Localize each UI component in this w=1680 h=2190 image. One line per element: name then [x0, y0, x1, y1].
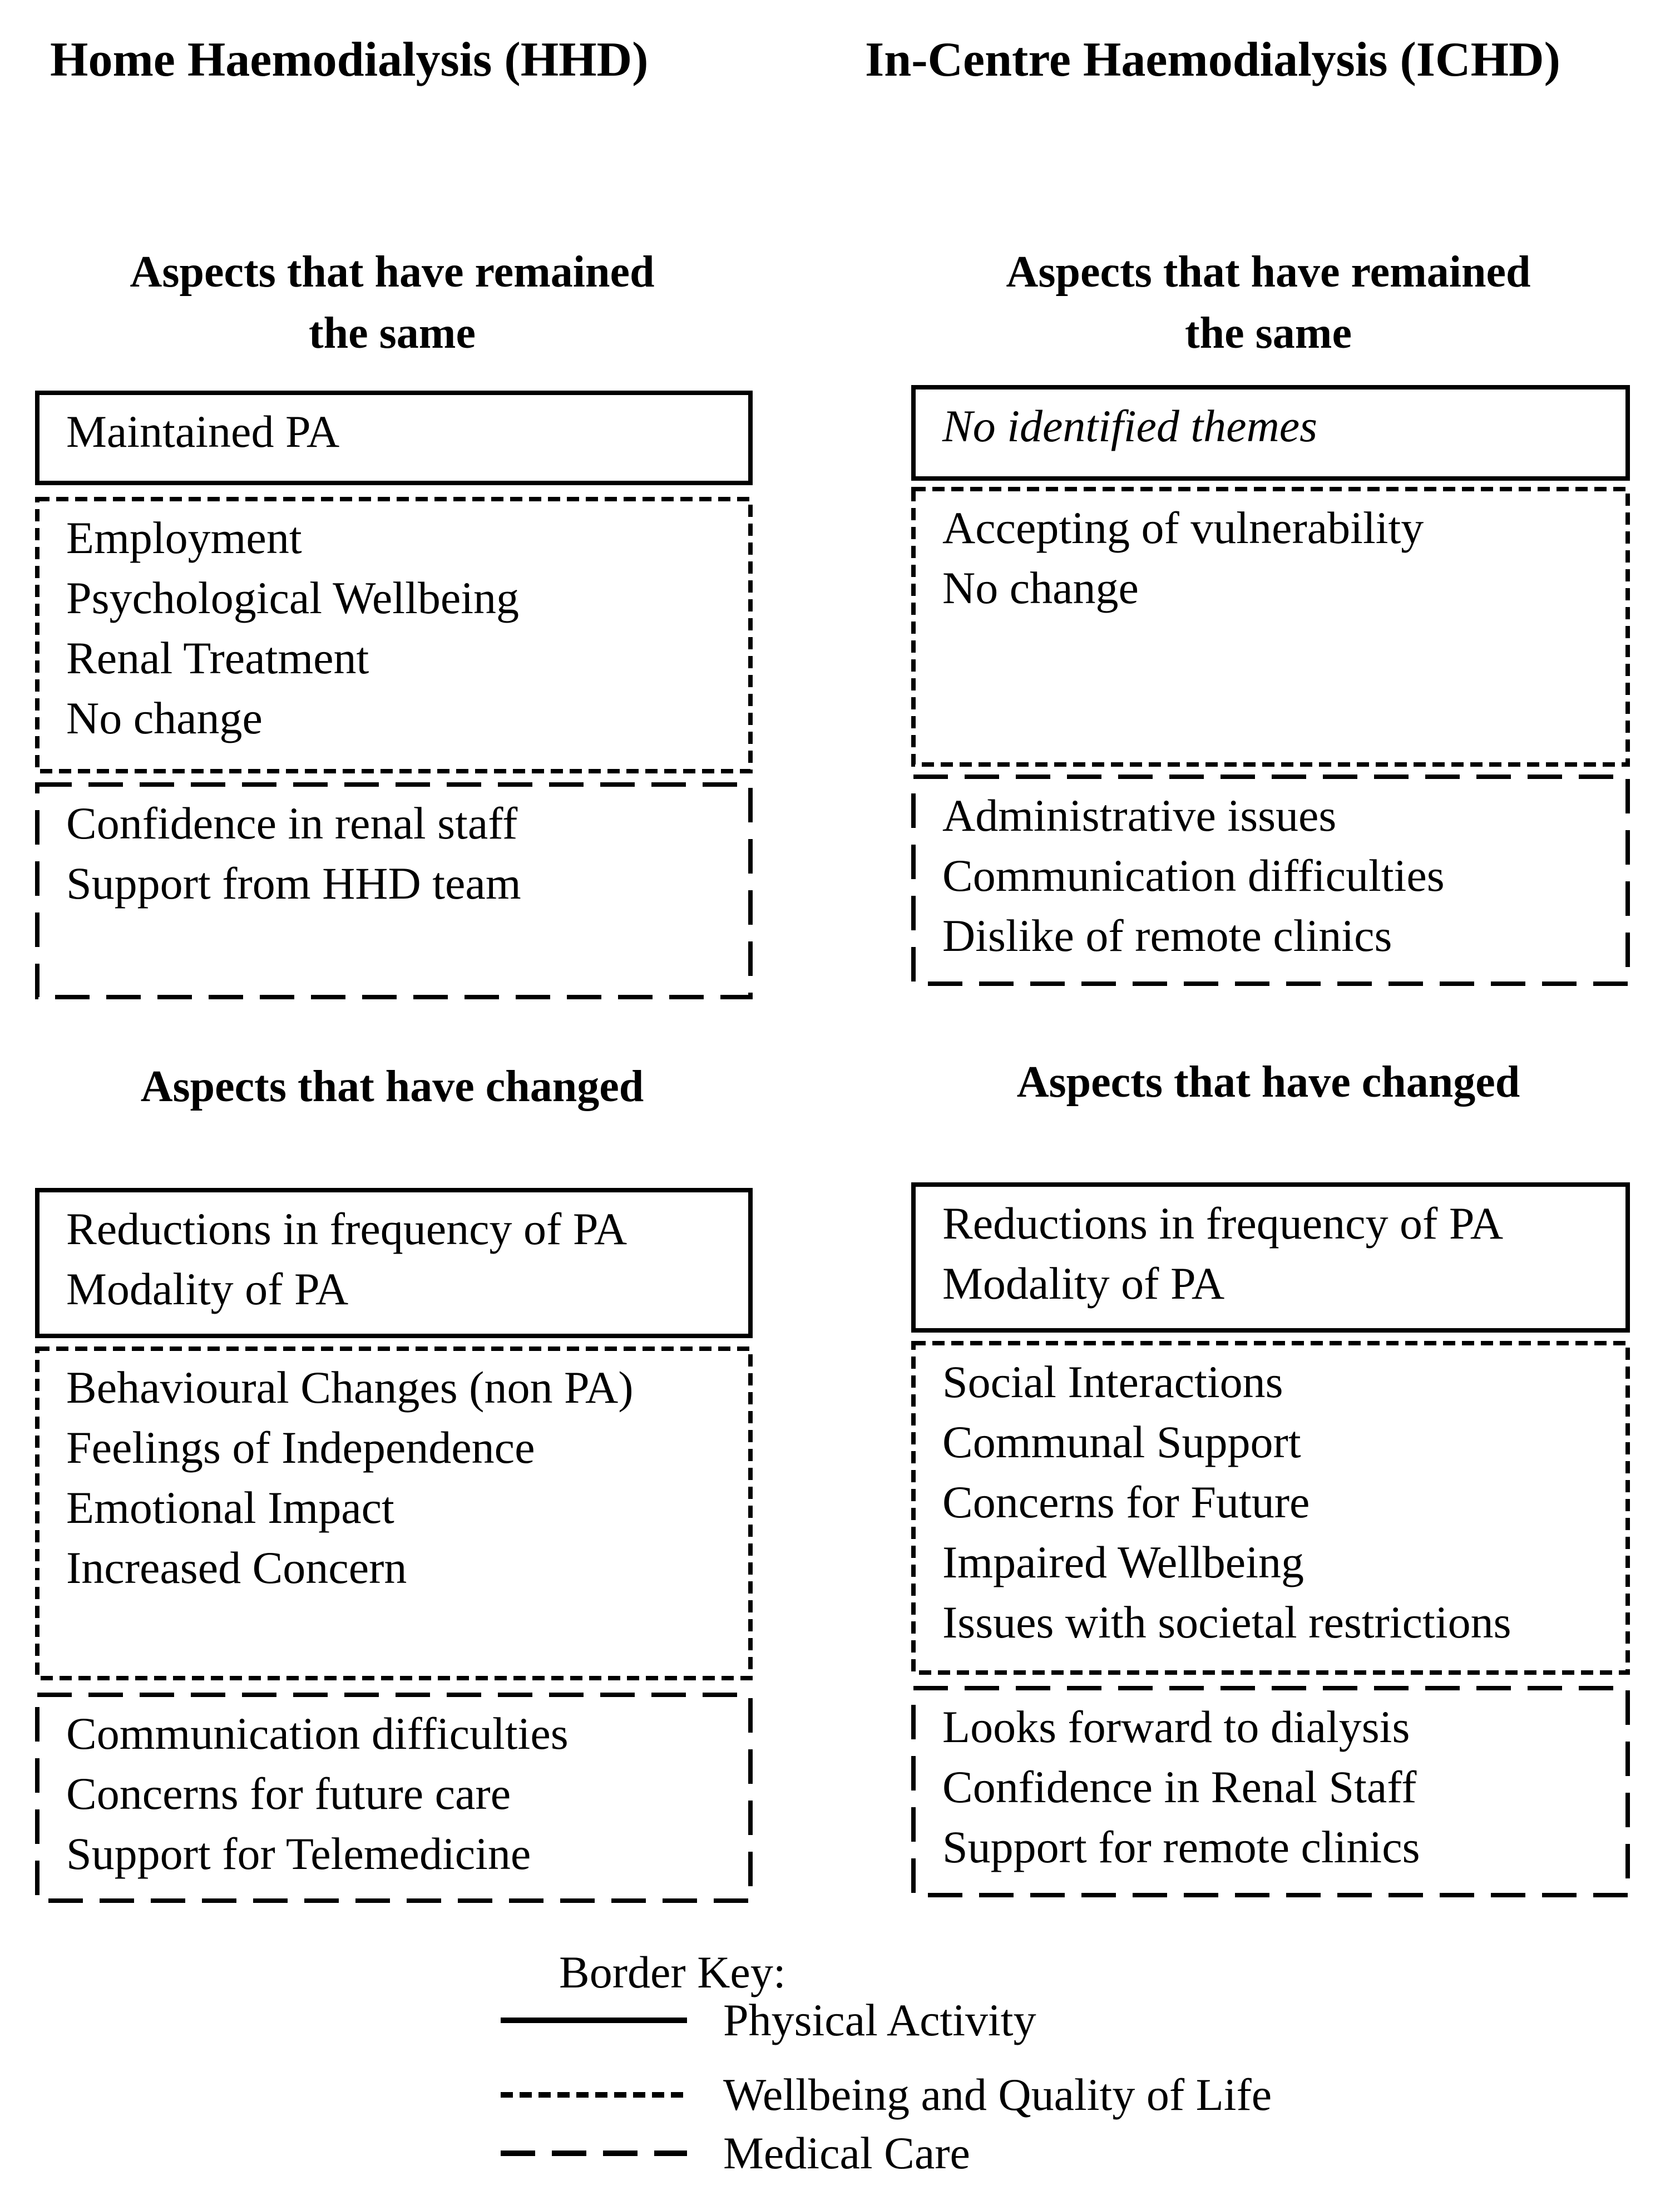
box-item: Reductions in frequency of PA	[942, 1198, 1504, 1249]
box-item: Administrative issues	[942, 790, 1337, 841]
legend-label: Medical Care	[723, 2128, 970, 2178]
box-item: Communication difficulties	[66, 1708, 569, 1759]
hhd-changed-heading-line-1: Aspects that have changed	[140, 1062, 644, 1111]
hhd-same-physical-activity-box	[35, 391, 753, 485]
box-item: No change	[66, 693, 263, 743]
hhd-column-title: Home Haemodialysis (HHD)	[50, 33, 649, 87]
box-item: Feelings of Independence	[66, 1422, 535, 1473]
hhd-changed-medical-care-box	[35, 1693, 753, 1903]
legend-item-medical-care	[501, 2117, 1613, 2189]
hhd-changed-physical-activity-box	[35, 1188, 753, 1338]
box-item: Support from HHD team	[66, 858, 521, 909]
ichd-same-physical-activity-box	[911, 385, 1630, 481]
ichd-same-wellbeing-box	[911, 487, 1630, 767]
box-item: Confidence in renal staff	[66, 798, 518, 849]
box-item: Support for remote clinics	[942, 1822, 1420, 1872]
hhd-same-wellbeing-box	[35, 497, 753, 773]
legend-line-sample	[501, 1984, 690, 2056]
hhd-same-heading	[31, 241, 754, 364]
ichd-changed-heading-line-1: Aspects that have changed	[1016, 1058, 1520, 1107]
box-item: Modality of PA	[942, 1258, 1225, 1309]
box-item: Employment	[66, 512, 302, 563]
box-item: Emotional Impact	[66, 1482, 394, 1533]
hhd-same-medical-care-box	[35, 782, 753, 999]
box-item: Dislike of remote clinics	[942, 910, 1392, 961]
box-item: No change	[942, 563, 1139, 613]
box-item: Behavioural Changes (non PA)	[66, 1362, 634, 1413]
box-item: Renal Treatment	[66, 633, 369, 683]
box-item: Maintained PA	[66, 406, 340, 457]
legend-label: Wellbeing and Quality of Life	[723, 2069, 1272, 2120]
hhd-same-heading-line-1: Aspects that have remained	[130, 248, 655, 297]
box-item: No identified themes	[942, 401, 1318, 451]
hhd-same-heading-line-2: the same	[309, 309, 476, 358]
box-item: Social Interactions	[942, 1357, 1283, 1407]
ichd-changed-physical-activity-box	[911, 1182, 1630, 1333]
border-key-title: Border Key:	[559, 1947, 786, 1997]
hhd-changed-wellbeing-box	[35, 1346, 753, 1680]
box-item: Communication difficulties	[942, 850, 1445, 901]
hhd-changed-heading	[31, 1056, 754, 1117]
ichd-changed-wellbeing-box	[911, 1341, 1630, 1675]
legend-line-sample	[501, 2117, 690, 2189]
box-item: Support for Telemedicine	[66, 1828, 531, 1879]
ichd-changed-heading	[907, 1052, 1630, 1113]
ichd-column-title: In-Centre Haemodialysis (ICHD)	[865, 33, 1560, 87]
box-item: Psychological Wellbeing	[66, 573, 520, 623]
box-item: Looks forward to dialysis	[942, 1701, 1410, 1752]
box-item: Reductions in frequency of PA	[66, 1203, 627, 1254]
box-item: Concerns for future care	[66, 1768, 511, 1819]
box-item: Increased Concern	[66, 1542, 407, 1593]
legend-label: Physical Activity	[723, 1995, 1036, 2045]
box-item: Modality of PA	[66, 1264, 349, 1314]
box-item: Accepting of vulnerability	[942, 502, 1424, 553]
box-item: Confidence in Renal Staff	[942, 1762, 1417, 1812]
legend-item-physical-activity	[501, 1984, 1613, 2056]
ichd-same-medical-care-box	[911, 775, 1630, 986]
box-item: Issues with societal restrictions	[942, 1597, 1511, 1648]
box-item: Communal Support	[942, 1417, 1301, 1467]
ichd-same-heading	[907, 241, 1630, 364]
box-item: Concerns for Future	[942, 1477, 1310, 1527]
ichd-same-heading-line-2: the same	[1185, 309, 1352, 358]
ichd-changed-medical-care-box	[911, 1686, 1630, 1897]
ichd-same-heading-line-1: Aspects that have remained	[1006, 248, 1531, 297]
box-item: Impaired Wellbeing	[942, 1537, 1304, 1587]
